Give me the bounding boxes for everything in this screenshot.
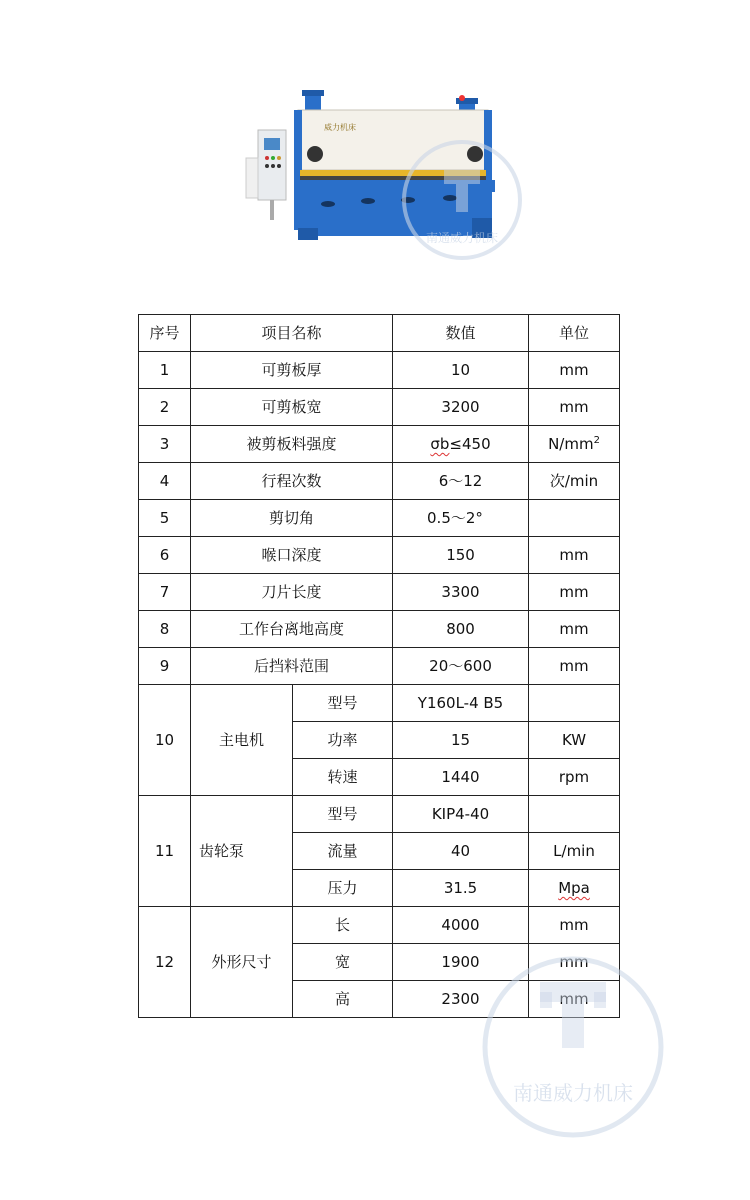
row-value [393,426,529,463]
row-item: 行程次数 [191,463,393,500]
watermark-seal-small [400,138,524,262]
group-no: 10 [139,685,191,796]
row-value: 3300 [393,574,529,611]
sub-unit: KW [529,722,620,759]
table-row [139,500,620,537]
group-name: 齿轮泵 [191,796,293,907]
table-row [139,352,620,389]
row-item: 可剪板厚 [191,352,393,389]
sub-value: KIP4-40 [393,796,529,833]
unit-mpa: Mpa [558,878,590,897]
sub-value: 40 [393,833,529,870]
table-row [139,537,620,574]
row-no: 5 [139,500,191,537]
row-no: 4 [139,463,191,500]
sub-value: 1900 [393,944,529,981]
sub-unit [529,685,620,722]
sub-label: 型号 [293,685,393,722]
row-no: 6 [139,537,191,574]
sub-label: 流量 [293,833,393,870]
row-no: 8 [139,611,191,648]
row-value: 20～600 [393,648,529,685]
sub-value: 4000 [393,907,529,944]
header-value: 数值 [393,315,529,352]
table-row [139,907,620,944]
brand-plate: 威力机床 [324,123,356,132]
row-unit [529,426,620,463]
header-item: 项目名称 [191,315,393,352]
row-unit: mm [529,389,620,426]
row-item: 刀片长度 [191,574,393,611]
row-unit: 次/min [529,463,620,500]
table-row [139,796,620,833]
watermark-text: 南通威力机床 [425,231,499,245]
row-item: 后挡料范围 [191,648,393,685]
sub-unit: rpm [529,759,620,796]
header-unit: 单位 [529,315,620,352]
sub-unit [529,870,620,907]
sub-label: 长 [293,907,393,944]
table-row [139,389,620,426]
row-value: 6～12 [393,463,529,500]
sub-unit: mm [529,944,620,981]
row-item: 工作台离地高度 [191,611,393,648]
sub-label: 功率 [293,722,393,759]
sub-unit: mm [529,907,620,944]
sub-label: 宽 [293,944,393,981]
row-item: 被剪板料强度 [191,426,393,463]
table-row [139,574,620,611]
group-name: 主电机 [191,685,293,796]
row-value: 0.5～2° [393,500,529,537]
row-value: 10 [393,352,529,389]
watermark-text-large: 南通威力机床 [513,1081,633,1105]
sub-label: 型号 [293,796,393,833]
row-item: 可剪板宽 [191,389,393,426]
spec-table [138,314,620,1018]
row-item: 喉口深度 [191,537,393,574]
table-row [139,611,620,648]
group-no: 11 [139,796,191,907]
table-header-row [139,315,620,352]
row-value: 800 [393,611,529,648]
unit-base: N/mm [548,435,594,454]
table-row [139,463,620,500]
row-unit: mm [529,352,620,389]
row-value: 3200 [393,389,529,426]
sub-value: 15 [393,722,529,759]
row-no: 7 [139,574,191,611]
row-unit [529,500,620,537]
table-row [139,685,620,722]
sub-unit: L/min [529,833,620,870]
row-value: 150 [393,537,529,574]
watermark-seal-large [478,952,668,1142]
row-no: 1 [139,352,191,389]
sub-label: 高 [293,981,393,1018]
sub-value: 31.5 [393,870,529,907]
sub-unit: mm [529,981,620,1018]
table-row [139,426,620,463]
sigma-b: σb [430,434,450,453]
unit-sup: 2 [593,435,600,447]
row-item: 剪切角 [191,500,393,537]
row-unit: mm [529,537,620,574]
row-unit: mm [529,611,620,648]
sub-value: 2300 [393,981,529,1018]
row-no: 2 [139,389,191,426]
strength-limit: ≤450 [449,434,491,453]
header-no: 序号 [139,315,191,352]
group-name: 外形尺寸 [191,907,293,1018]
table-row [139,648,620,685]
row-no: 9 [139,648,191,685]
row-unit: mm [529,648,620,685]
sub-label: 压力 [293,870,393,907]
row-unit: mm [529,574,620,611]
sub-value: 1440 [393,759,529,796]
row-no: 3 [139,426,191,463]
sub-unit [529,796,620,833]
sub-value: Y160L-4 B5 [393,685,529,722]
group-no: 12 [139,907,191,1018]
sub-label: 转速 [293,759,393,796]
